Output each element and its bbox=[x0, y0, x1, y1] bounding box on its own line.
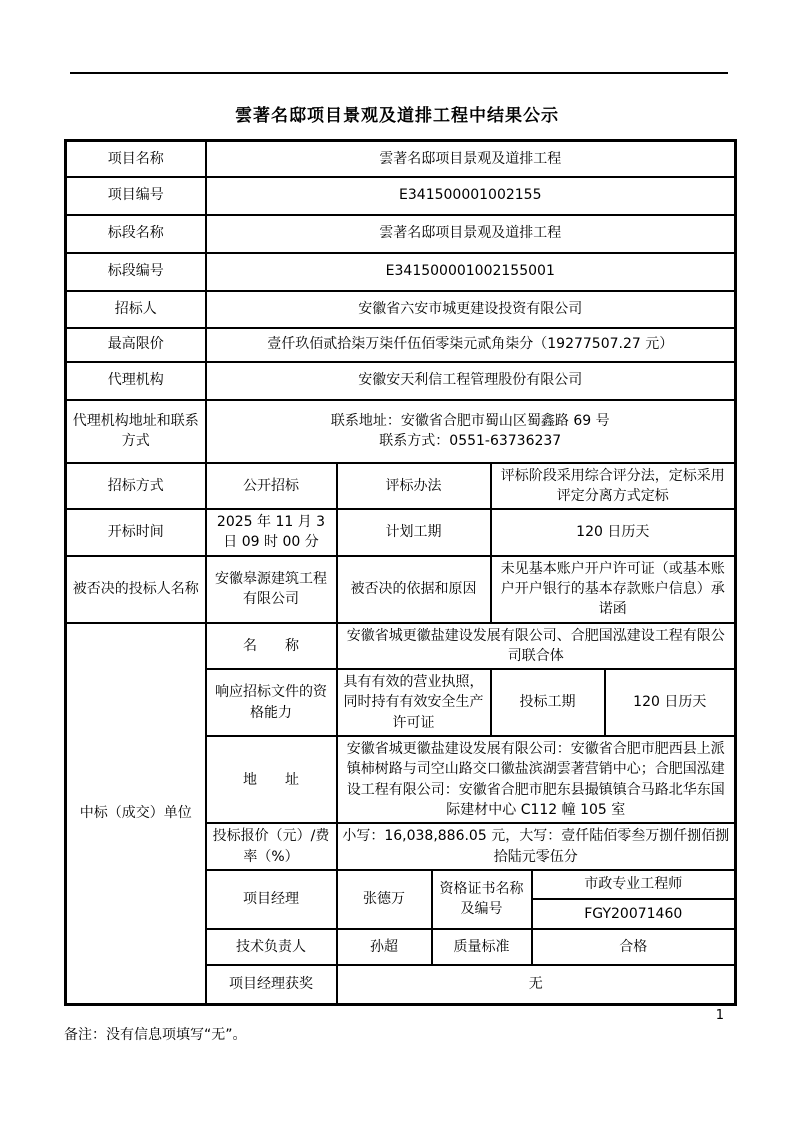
bid-opening-time-label: 开标时间 bbox=[66, 509, 206, 556]
tender-method-label: 招标方式 bbox=[66, 463, 206, 510]
rejection-basis-label: 被否决的依据和原因 bbox=[337, 556, 491, 623]
section-no-label: 标段编号 bbox=[66, 253, 206, 291]
winner-address-value: 安徽省城更徽盐建设发展有限公司：安徽省合肥市肥西县上派镇柿树路与司空山路交口徽盐滨湖雲著营销中心；合肥国泓建设工程有限公司：安徽省合肥市肥东县撮镇镇合马路北华东国际建材中心 C112 幢 105 室 bbox=[337, 736, 736, 823]
project-manager-label: 项目经理 bbox=[206, 870, 337, 929]
tech-lead-value: 孙超 bbox=[337, 929, 432, 965]
quality-standard-value: 合格 bbox=[532, 929, 736, 965]
project-no-value: E341500001002155 bbox=[206, 177, 736, 215]
rejected-bidder-value: 安徽皋源建筑工程有限公司 bbox=[206, 556, 337, 623]
bid-price-value: 小写：16,038,886.05 元，大写：壹仟陆佰零叁万捌仟捌佰捌拾陆元零伍分 bbox=[337, 823, 736, 870]
remark-note: 备注：没有信息项填写“无”。 bbox=[64, 1027, 247, 1043]
table-row bbox=[66, 291, 736, 328]
evaluation-method-value: 评标阶段采用综合评分法，定标采用评定分离方式定标 bbox=[491, 463, 736, 510]
certificate-name: 市政专业工程师 bbox=[532, 870, 736, 899]
table-row bbox=[66, 328, 736, 362]
planned-duration-label: 计划工期 bbox=[337, 509, 491, 556]
agency-contact-phone: 联系方式：0551-63736237 bbox=[379, 433, 562, 449]
winner-name-value: 安徽省城更徽盐建设发展有限公司、合肥国泓建设工程有限公司联合体 bbox=[337, 623, 736, 670]
project-manager-value: 张德万 bbox=[337, 870, 432, 929]
bid-duration-value: 120 日历天 bbox=[605, 669, 736, 736]
project-no-label: 项目编号 bbox=[66, 177, 206, 215]
certificate-number: FGY20071460 bbox=[532, 899, 736, 929]
bid-opening-time-value: 2025 年 11 月 3 日 09 时 00 分 bbox=[206, 509, 337, 556]
evaluation-method-label: 评标办法 bbox=[337, 463, 491, 510]
certificate-label: 资格证书名称及编号 bbox=[432, 870, 532, 929]
rejection-basis-value: 未见基本账户开户许可证（或基本账户开户银行的基本存款账户信息）承诺函 bbox=[491, 556, 736, 623]
winner-name-label: 名 称 bbox=[206, 623, 337, 670]
bid-price-label: 投标报价（元）/费率（%） bbox=[206, 823, 337, 870]
tender-method-value: 公开招标 bbox=[206, 463, 337, 510]
quality-standard-label: 质量标准 bbox=[432, 929, 532, 965]
winner-section-label: 中标（成交）单位 bbox=[66, 623, 206, 1005]
section-name-label: 标段名称 bbox=[66, 215, 206, 253]
table-row bbox=[66, 177, 736, 215]
table-row bbox=[66, 400, 736, 463]
tenderee-value: 安徽省六安市城更建设投资有限公司 bbox=[206, 291, 736, 328]
table-row bbox=[66, 215, 736, 253]
pm-award-value: 无 bbox=[337, 965, 736, 1005]
section-name-value: 雲著名邸项目景观及道排工程 bbox=[206, 215, 736, 253]
project-name-value: 雲著名邸项目景观及道排工程 bbox=[206, 141, 736, 177]
project-name-label: 项目名称 bbox=[66, 141, 206, 177]
bid-duration-label: 投标工期 bbox=[491, 669, 605, 736]
document-title: 雲著名邸项目景观及道排工程中结果公示 bbox=[235, 106, 559, 126]
tech-lead-label: 技术负责人 bbox=[206, 929, 337, 965]
page-number: 1 bbox=[715, 1008, 724, 1023]
agency-contact-address: 联系地址：安徽省合肥市蜀山区蜀鑫路 69 号 bbox=[330, 412, 610, 429]
rejected-bidder-label: 被否决的投标人名称 bbox=[66, 556, 206, 623]
agency-contact-value bbox=[206, 400, 736, 463]
table-row bbox=[66, 509, 736, 556]
qualification-value: 具有有效的营业执照，同时持有有效安全生产许可证 bbox=[337, 669, 491, 736]
table-row bbox=[66, 362, 736, 400]
qualification-label: 响应招标文件的资格能力 bbox=[206, 669, 337, 736]
pm-award-label: 项目经理获奖 bbox=[206, 965, 337, 1005]
table-row bbox=[66, 141, 736, 177]
table-row bbox=[66, 556, 736, 623]
agency-label: 代理机构 bbox=[66, 362, 206, 400]
announcement-table bbox=[64, 139, 737, 1006]
section-no-value: E341500001002155001 bbox=[206, 253, 736, 291]
max-price-label: 最高限价 bbox=[66, 328, 206, 362]
agency-value: 安徽安天利信工程管理股份有限公司 bbox=[206, 362, 736, 400]
header-rule bbox=[70, 72, 728, 74]
table-row bbox=[66, 253, 736, 291]
tenderee-label: 招标人 bbox=[66, 291, 206, 328]
planned-duration-value: 120 日历天 bbox=[491, 509, 736, 556]
winner-address-label: 地 址 bbox=[206, 736, 337, 823]
max-price-value: 壹仟玖佰贰拾柒万柒仟伍佰零柒元贰角柒分（19277507.27 元） bbox=[206, 328, 736, 362]
table-row bbox=[66, 463, 736, 510]
table-row bbox=[66, 623, 736, 670]
agency-contact-label: 代理机构地址和联系方式 bbox=[66, 400, 206, 463]
